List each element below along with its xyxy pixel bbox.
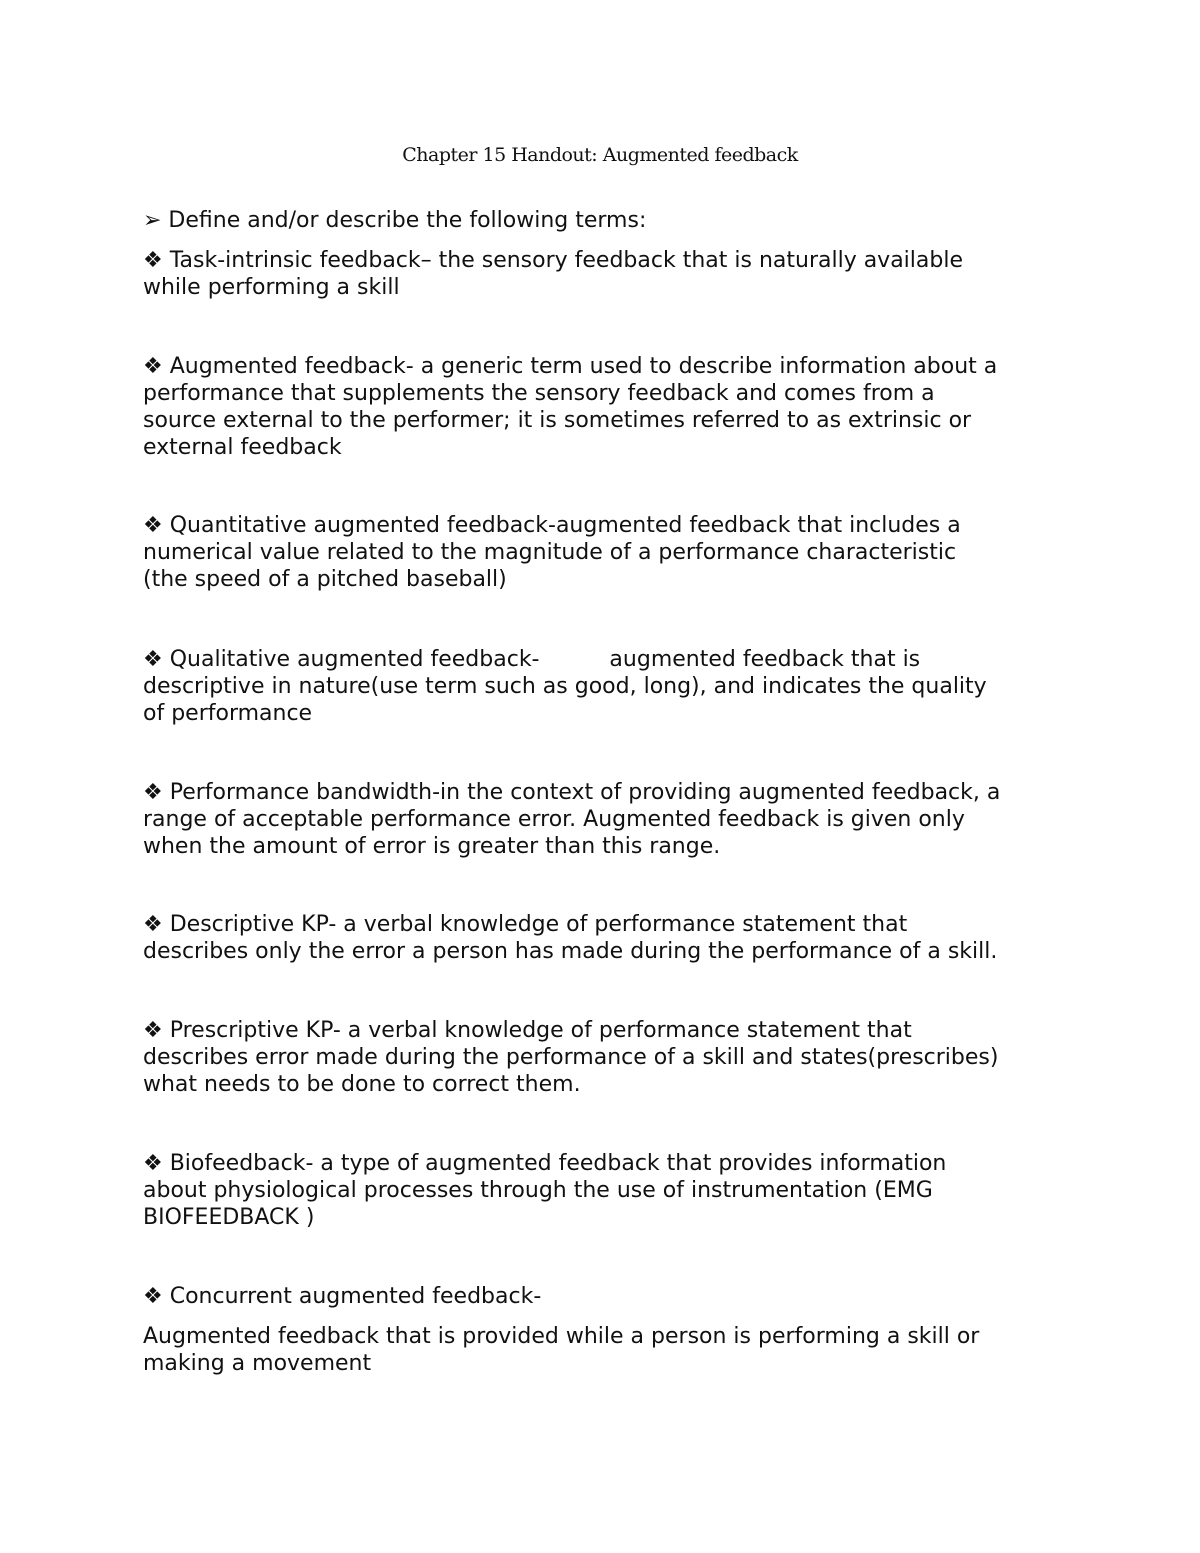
text-line: ❖ Performance bandwidth-in the context of providing augmented feedback, a [143, 780, 1001, 805]
term-definition [143, 247, 963, 301]
text-line: BIOFEEDBACK ) [143, 1205, 315, 1230]
text-line: external feedback [143, 435, 342, 460]
text-line: range of acceptable performance error. Augmented feedback is given only [143, 807, 965, 832]
term-definition [143, 779, 1000, 860]
text-line: ❖ Prescriptive KP- a verbal knowledge of performance statement that [143, 1018, 912, 1043]
text-line: (the speed of a pitched baseball) [143, 567, 507, 592]
text-line: while performing a skill [143, 275, 400, 300]
term-definition [143, 646, 987, 727]
text-line: numerical value related to the magnitude of a performance characteristic [143, 540, 957, 565]
text-line: performance that supplements the sensory feedback and comes from a [143, 381, 935, 406]
term-definition [143, 911, 997, 965]
text-line: Augmented feedback that is provided while a person is performing a skill or [143, 1324, 980, 1349]
text-line: of performance [143, 701, 313, 726]
text-line: ❖ Qualitative augmented feedback- augmented feedback that is [143, 647, 921, 672]
text-line: source external to the performer; it is sometimes referred to as extrinsic or [143, 408, 972, 433]
text-line: descriptive in nature(use term such as good, long), and indicates the quality [143, 674, 987, 699]
text-line: ❖ Augmented feedback- a generic term used to describe information about a [143, 354, 998, 379]
term-definition [143, 353, 997, 461]
term-definition [143, 1017, 998, 1098]
instruction [143, 207, 646, 234]
term-definition [143, 1150, 946, 1231]
term-definition [143, 1323, 979, 1377]
text-line: about physiological processes through the use of instrumentation (EMG [143, 1178, 933, 1203]
text-line: ❖ Concurrent augmented feedback- [143, 1284, 542, 1309]
text-line: making a movement [143, 1351, 372, 1376]
text-line: ❖ Task-intrinsic feedback– the sensory feedback that is naturally available [143, 248, 964, 273]
page-title: Chapter 15 Handout: Augmented feedback [402, 144, 798, 166]
text-line: when the amount of error is greater than this range. [143, 834, 721, 859]
text-line: describes only the error a person has made during the performance of a skill. [143, 939, 998, 964]
text-line: ❖ Biofeedback- a type of augmented feedback that provides information [143, 1151, 947, 1176]
text-line: describes error made during the performance of a skill and states(prescribes) [143, 1045, 999, 1070]
term-definition [143, 512, 961, 593]
text-line: ➢ Define and/or describe the following terms: [143, 208, 647, 233]
text-line: ❖ Quantitative augmented feedback-augmented feedback that includes a [143, 513, 961, 538]
text-line: what needs to be done to correct them. [143, 1072, 581, 1097]
term-definition [143, 1283, 541, 1310]
text-line: ❖ Descriptive KP- a verbal knowledge of performance statement that [143, 912, 908, 937]
